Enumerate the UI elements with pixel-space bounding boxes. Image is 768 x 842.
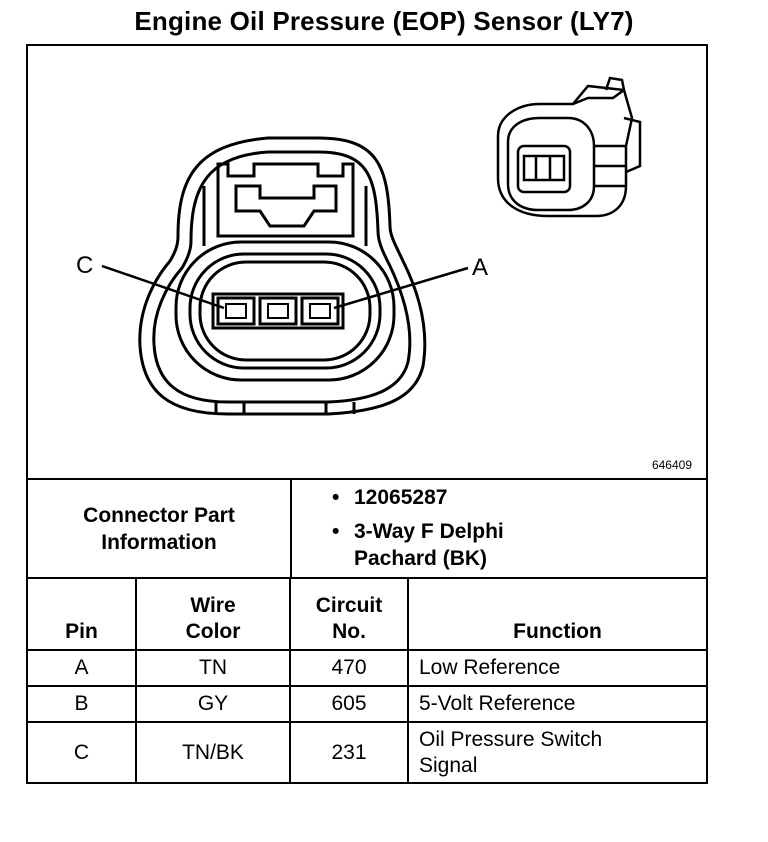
cavity-a-inner <box>310 304 330 318</box>
header-wire-color: Wire Color <box>136 579 290 650</box>
connector-info-row <box>28 480 706 579</box>
connector-frame <box>26 44 708 784</box>
header-function: Function <box>408 579 706 650</box>
description-item <box>292 518 702 572</box>
table-row <box>28 686 706 722</box>
connector-description-line2: Pachard (BK) <box>354 547 488 570</box>
part-number-item <box>292 484 702 511</box>
pinout-header-row <box>28 579 706 650</box>
connector-description <box>354 518 504 572</box>
part-number: 12065287 <box>354 486 448 509</box>
pinout-table <box>28 579 706 783</box>
circuit-cell: 231 <box>290 722 408 783</box>
bullet-icon: • <box>332 520 340 543</box>
pin-label-a: A <box>472 254 489 281</box>
connector-face-drawing <box>28 46 706 478</box>
header-circuit-no: Circuit No. <box>290 579 408 650</box>
circuit-cell: 605 <box>290 686 408 722</box>
page-title: Engine Oil Pressure (EOP) Sensor (LY7) <box>134 6 634 36</box>
wire-color-cell: GY <box>136 686 290 722</box>
cavity-b-inner <box>268 304 288 318</box>
wire-color-cell: TN <box>136 650 290 686</box>
header-pin: Pin <box>28 579 136 650</box>
figure-reference-number: 646409 <box>651 458 692 472</box>
pin-cell: A <box>28 650 136 686</box>
connector-info-label-line2: Information <box>101 530 217 554</box>
connector-info-label <box>28 480 292 577</box>
cavity-b <box>260 298 296 324</box>
pin-cell: C <box>28 722 136 783</box>
cavity-a <box>302 298 338 324</box>
cavity-c <box>218 298 254 324</box>
pin-cell: B <box>28 686 136 722</box>
function-cell: Low Reference <box>408 650 706 686</box>
table-row <box>28 722 706 783</box>
table-row <box>28 650 706 686</box>
connector-diagram <box>28 46 706 480</box>
connector-description-line1: 3-Way F Delphi <box>354 520 504 543</box>
bullet-icon: • <box>332 486 340 509</box>
cavity-c-inner <box>226 304 246 318</box>
circuit-cell: 470 <box>290 650 408 686</box>
pin-label-c: C <box>76 252 94 279</box>
connector-info-label-line1: Connector Part <box>83 503 235 527</box>
isometric-connector-view <box>498 78 640 216</box>
connector-info-details <box>292 484 702 572</box>
latch-inner-shape <box>236 186 336 226</box>
wire-color-cell: TN/BK <box>136 722 290 783</box>
function-cell: Oil Pressure Switch Signal <box>408 722 706 783</box>
function-cell: 5-Volt Reference <box>408 686 706 722</box>
